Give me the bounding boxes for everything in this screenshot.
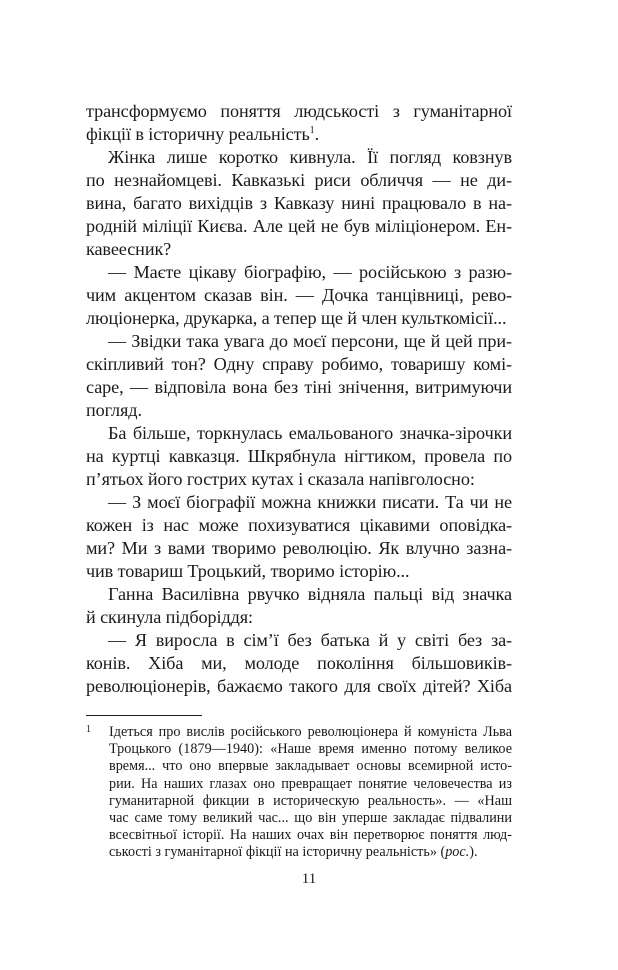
footnote-divider (86, 715, 202, 716)
footnote-line: Ідеться про вислів російського революціонера й комуніста Льва (109, 724, 512, 740)
footnote-number: 1 (86, 724, 91, 735)
text-line: Ба більше, торкнулась емальованого значка-зірочки (108, 423, 512, 443)
text-line: кожен із нас може похизуватися цікавими оповідка- (86, 515, 512, 535)
footnote-line: ськості з гуманітарної фікції на історичну реальність» (рос.). (109, 844, 478, 861)
text-line: люціонерка, друкарка, а тепер ще й член культкомісії... (86, 308, 507, 328)
footnote-line: Троцького (1879—1940): «Наше время именно потому великое (109, 741, 512, 758)
text-line: вина, багато вихідців з Кавказу нині працювало в на- (86, 193, 512, 213)
text-line: — Маєте цікаву біографію, — російською з разю- (108, 262, 512, 282)
footnote-line: гуманитарной фикции в историческую реальность». — «Наш (109, 792, 512, 809)
text-line: — Я виросла в сім’ї без батька й у світі без за- (108, 630, 512, 650)
language-abbreviation: рос. (445, 844, 470, 861)
text-line: трансформуємо поняття людськості з гуманітарної (86, 101, 512, 121)
footnote-line: рии. На наших глазах оно превращает понятие человечества из (109, 775, 512, 792)
text-line: родній міліції Києва. Але цей не був міліціонером. Ен- (86, 216, 512, 236)
footnote-line: час саме тому великий час... що він уперше закладає підвалини (109, 809, 512, 826)
footnote-line: всесвітньої історії. На наших очах він перетворює поняття люд- (109, 827, 512, 844)
main-text (86, 100, 512, 698)
page-number: 11 (301, 871, 317, 887)
text-line: Жінка лише коротко кивнула. Її погляд ковзнув (108, 147, 512, 167)
text-line: саре, — відповіла вона без тіні знічення, витримуючи (86, 377, 512, 397)
text-line: чим акцентом сказав він. — Дочка танцівниці, рево- (86, 285, 512, 305)
footnote-marker: 1 (309, 125, 315, 136)
text-line: скіпливий тон? Одну справу робимо, товаришу комі- (86, 354, 512, 374)
footnote-line: время... что оно впервые закладывает основы всемирной исто- (109, 758, 512, 775)
footnote-text (109, 724, 512, 862)
text-line: революціонерів, бажаємо такого для своїх дітей? Хіба (86, 676, 512, 696)
text-line: фікції в історичну реальність$^1$. (86, 124, 320, 144)
text-line: ми? Ми з вами творимо революцію. Як влучно зазна- (86, 538, 512, 558)
text-line: кавеесник? (86, 239, 172, 259)
text-line: Ганна Василівна рвучко відняла пальці від значка (108, 584, 512, 604)
text-line: й скинула підборіддя: (86, 607, 254, 627)
text-line: погляд. (86, 400, 142, 420)
text-line: чив товариш Троцький, творимо історію... (86, 561, 410, 581)
text-line: п’ятьох його гострих кутах і сказала напівголосно: (86, 469, 475, 489)
footnote (86, 724, 512, 862)
text-line: на куртці кавказця. Шкрябнула нігтиком, провела по (86, 446, 512, 466)
text-line: — Звідки така увага до моєї персони, ще й цей при- (108, 331, 512, 351)
text-line: по незнайомцеві. Кавказькі риси обличчя — не ди- (86, 170, 512, 190)
text-line: конів. Хіба ми, молоде покоління більшовиків- (86, 653, 512, 673)
text-line: — З моєї біографії можна книжки писати. Та чи не (108, 492, 512, 512)
